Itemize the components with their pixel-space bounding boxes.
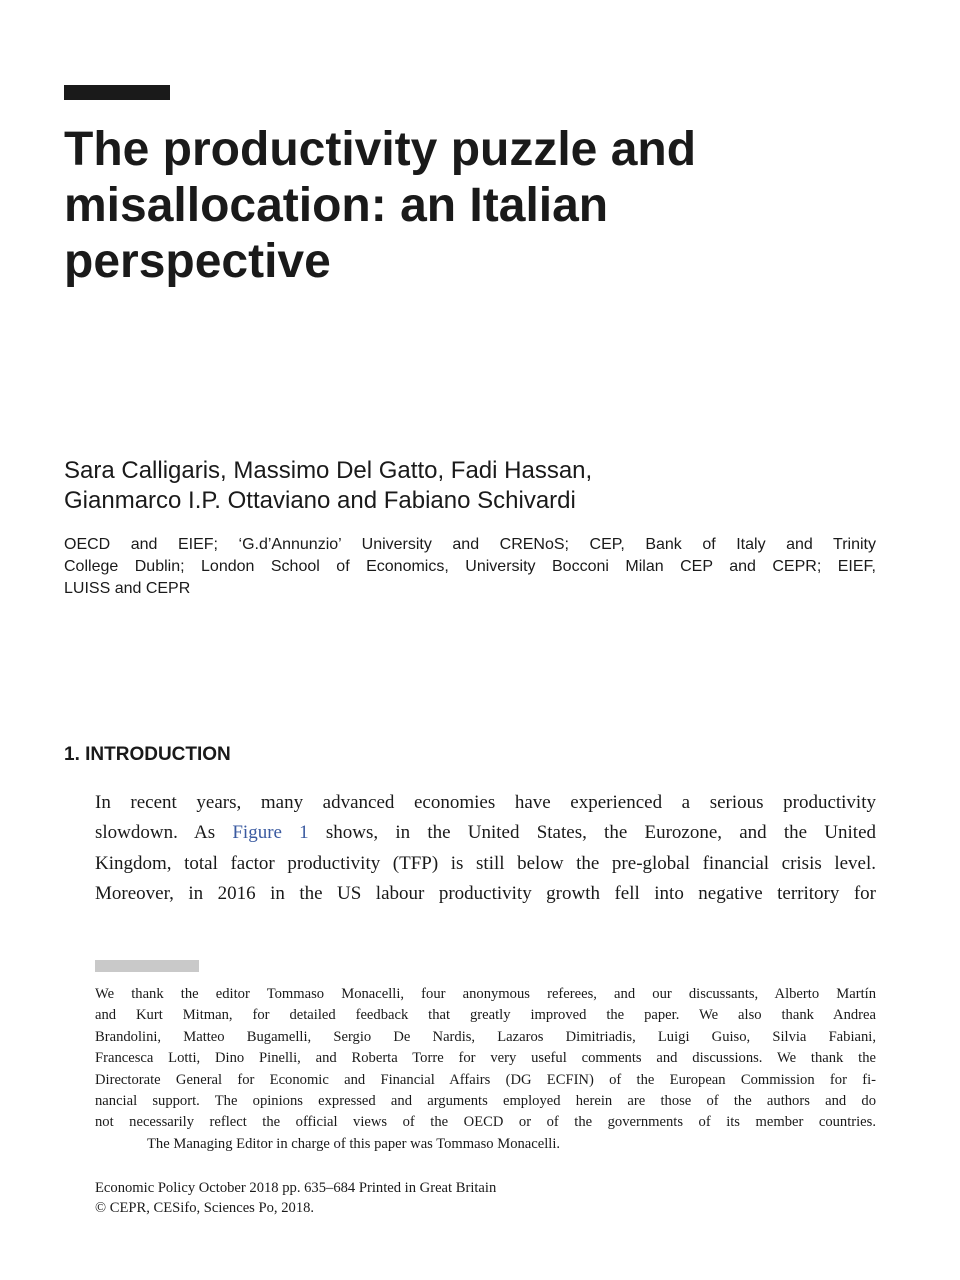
- paragraph-line: Moreover, in 2016 in the US labour productivity growth fell into negative territory for: [95, 882, 876, 904]
- footnote-line: Francesca Lotti, Dino Pinelli, and Roberta Torre for very useful comments and discussions. We thank the: [95, 1050, 876, 1067]
- title-line: perspective: [64, 235, 331, 288]
- title-rule: [64, 85, 170, 100]
- footnote-rule: [95, 960, 199, 972]
- footnote-line: nancial support. The opinions expressed and arguments employed herein are those of the authors and do: [95, 1093, 876, 1110]
- section-heading: 1. INTRODUCTION: [64, 744, 231, 765]
- footnote-line: We thank the editor Tommaso Monacelli, four anonymous referees, and our discussants, Alberto Martín: [95, 986, 876, 1002]
- paper-title: [64, 122, 904, 290]
- publication-footer: [95, 1178, 795, 1218]
- footnote-line: Directorate General for Economic and Financial Affairs (DG ECFIN) of the European Commission for fi-: [95, 1071, 876, 1088]
- managing-editor-note: The Managing Editor in charge of this paper was Tommaso Monacelli.: [147, 1135, 561, 1152]
- acknowledgements-footnote: [95, 984, 876, 1155]
- footnote-line: and Kurt Mitman, for detailed feedback that greatly improved the paper. We also thank Andrea: [95, 1007, 876, 1024]
- affiliation-line: LUISS and CEPR: [64, 580, 191, 597]
- affiliation-line: College Dublin; London School of Economics, University Bocconi Milan CEP and CEPR; EIEF,: [64, 558, 876, 575]
- copyright-line: © CEPR, CESifo, Sciences Po, 2018.: [95, 1200, 315, 1216]
- journal-citation: Economic Policy October 2018 pp. 635–684 Printed in Great Britain: [95, 1180, 497, 1196]
- affiliations: [64, 534, 876, 600]
- author-line: Gianmarco I.P. Ottaviano and Fabiano Schivardi: [64, 487, 576, 514]
- paragraph-line: Kingdom, total factor productivity (TFP) is still below the pre-global financial crisis level.: [95, 852, 876, 874]
- title-line: The productivity puzzle and: [64, 123, 697, 176]
- author-list: [64, 456, 904, 516]
- text-run: shows, in the United States, the Eurozone, and the United: [308, 822, 877, 844]
- title-line: misallocation: an Italian: [64, 179, 609, 232]
- author-line: Sara Calligaris, Massimo Del Gatto, Fadi Hassan,: [64, 457, 593, 484]
- footnote-line: Brandolini, Matteo Bugamelli, Sergio De Nardis, Lazaros Dimitriadis, Luigi Guiso, Silvia Fabiani,: [95, 1028, 876, 1045]
- footnote-line: not necessarily reflect the official views of the OECD or of the governments of its member countries.: [95, 1114, 876, 1131]
- figure-1-link[interactable]: Figure 1: [232, 822, 309, 844]
- affiliation-line: OECD and EIEF; ‘G.d’Annunzio’ University and CRENoS; CEP, Bank of Italy and Trinity: [64, 536, 876, 553]
- paragraph-line: In recent years, many advanced economies have experienced a serious productivity: [95, 792, 876, 813]
- intro-paragraph: [95, 788, 876, 909]
- paragraph-line: [95, 818, 876, 848]
- text-run: slowdown. As: [95, 822, 233, 844]
